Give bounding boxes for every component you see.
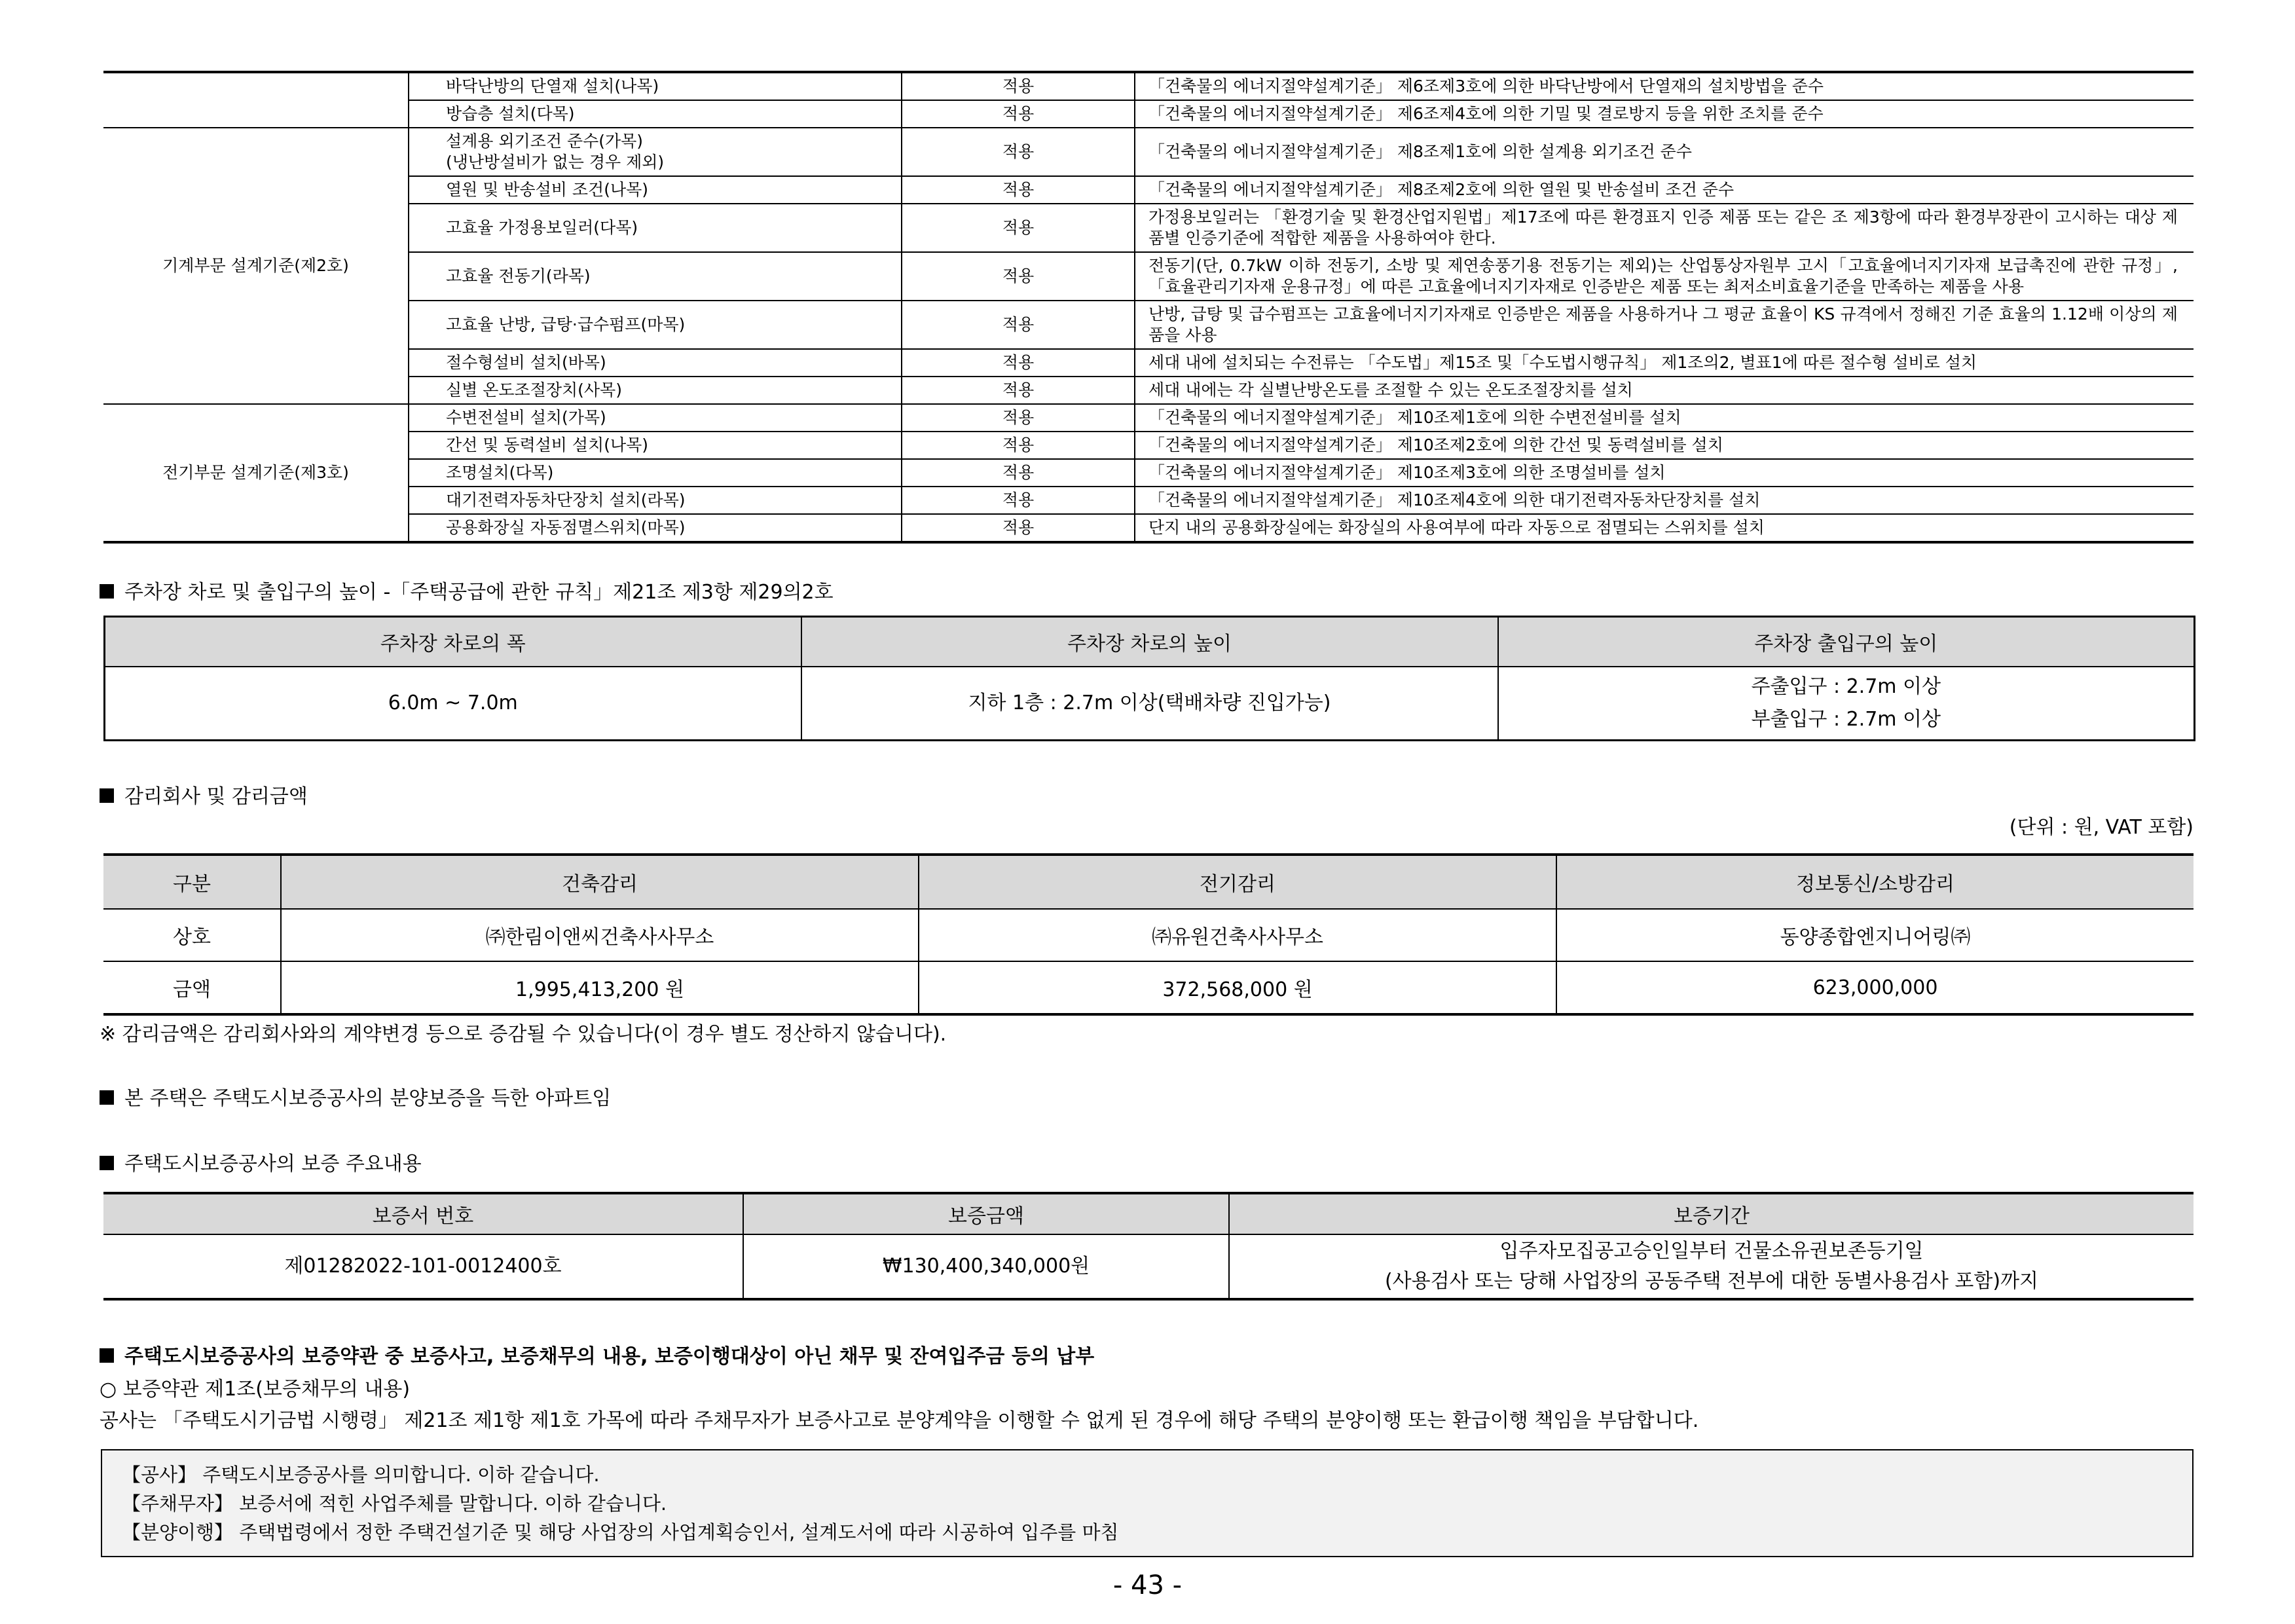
guarantee-number: 제01282022-101-0012400호 [103, 1234, 743, 1299]
supervision-table [103, 853, 2194, 1016]
table-cell: 동양종합엔지니어링㈜ [1556, 909, 2194, 961]
parking-width-value: 6.0m ~ 7.0m [105, 667, 801, 741]
supervision-header: 정보통신/소방감리 [1556, 855, 2194, 909]
criteria-item: 고효율 가정용보일러(다목) [409, 204, 902, 252]
definition-line: 【주채무자】 보증서에 적힌 사업주체를 말합니다. 이하 같습니다. [122, 1492, 667, 1515]
parking-header-width: 주차장 차로의 폭 [105, 617, 801, 667]
table-row [103, 176, 2194, 204]
criteria-description: 세대 내에 설치되는 수전류는 「수도법」제15조 및「수도법시행규칙」 제1조의2, 별표1에 따른 절수형 설비로 설치 [1135, 349, 2194, 377]
parking-heading: 주차장 차로 및 출입구의 높이 -「주택공급에 관한 규칙」제21조 제3항 제29의2호 [100, 580, 834, 606]
criteria-item: 설계용 외기조건 준수(가목) (냉난방설비가 없는 경우 제외) [409, 128, 902, 176]
supervision-header: 건축감리 [281, 855, 919, 909]
table-cell: 금액 [103, 961, 281, 1014]
table-cell: ㈜한림이앤씨건축사사무소 [281, 909, 919, 961]
table-row [103, 128, 2194, 176]
criteria-description: 「건축물의 에너지절약설계기준」 제6조제4호에 의한 기밀 및 결로방지 등을 위한 조치를 준수 [1135, 100, 2194, 128]
table-row [103, 100, 2194, 128]
hug-notice: 본 주택은 주택도시보증공사의 분양보증을 득한 아파트임 [100, 1086, 611, 1112]
criteria-description: 「건축물의 에너지절약설계기준」 제10조제3호에 의한 조명설비를 설치 [1135, 459, 2194, 487]
applied-status: 적용 [902, 100, 1135, 128]
table-row [103, 961, 2194, 1014]
criteria-description: 「건축물의 에너지절약설계기준」 제10조제2호에 의한 간선 및 동력설비를 설치 [1135, 432, 2194, 459]
guarantee-heading: 주택도시보증공사의 보증 주요내용 [100, 1151, 422, 1177]
table-row [103, 377, 2194, 404]
table-cell: 상호 [103, 909, 281, 961]
guarantee-period-line: (사용검사 또는 당해 사업장의 공동주택 전부에 대한 동별사용검사 포함)까지 [1384, 1270, 2039, 1293]
table-row [103, 204, 2194, 252]
criteria-description: 전동기(단, 0.7kW 이하 전동기, 소방 및 제연송풍기용 전동기는 제외)는 산업통상자원부 고시「고효율에너지기자재 보급촉진에 관한 규정」,「효율관리기자재 운용규정」에 따른 고효율에너지기자재로 인증받은 제품 또는 최저소비효율기준을 만족하는 제품을 사용 [1135, 252, 2194, 301]
parking-header-height: 주차장 차로의 높이 [801, 617, 1498, 667]
criteria-description: 「건축물의 에너지절약설계기준」 제10조제1호에 의한 수변전설비를 설치 [1135, 404, 2194, 432]
criteria-description: 세대 내에는 각 실별난방온도를 조절할 수 있는 온도조절장치를 설치 [1135, 377, 2194, 404]
applied-status: 적용 [902, 252, 1135, 301]
definitions-box [101, 1449, 2194, 1557]
criteria-description: 가정용보일러는 「환경기술 및 환경산업지원법」제17조에 따른 환경표지 인증 제품 또는 같은 조 제3항에 따라 환경부장관이 고시하는 대상 제품별 인증기준에 적합한 제품을 사용하여야 한다. [1135, 204, 2194, 252]
guarantee-amount: ₩130,400,340,000원 [743, 1234, 1229, 1299]
terms-subheading: ○ 보증약관 제1조(보증채무의 내용) [100, 1378, 411, 1401]
criteria-item: 방습층 설치(다목) [409, 100, 902, 128]
criteria-item: 대기전력자동차단장치 설치(라목) [409, 487, 902, 514]
criteria-item: 실별 온도조절장치(사목) [409, 377, 902, 404]
sub-entrance-height: 부출입구 : 2.7m 이상 [1751, 708, 1941, 731]
table-cell: 372,568,000 원 [919, 961, 1556, 1014]
supervision-heading: 감리회사 및 감리금액 [100, 784, 308, 810]
energy-design-criteria-table [103, 71, 2194, 544]
guarantee-table [103, 1192, 2194, 1301]
criteria-item: 절수형설비 설치(바목) [409, 349, 902, 377]
main-entrance-height: 주출입구 : 2.7m 이상 [1751, 675, 1941, 698]
guarantee-header: 보증기간 [1229, 1193, 2194, 1234]
criteria-description: 난방, 급탕 및 급수펌프는 고효율에너지기자재로 인증받은 제품을 사용하거나 그 평균 효율이 KS 규격에서 정해진 기준 효율의 1.12배 이상의 제품을 사용 [1135, 301, 2194, 349]
square-bullet-icon [100, 584, 114, 599]
table-row [103, 72, 2194, 100]
criteria-description: 「건축물의 에너지절약설계기준」 제6조제3호에 의한 바닥난방에서 단열재의 설치방법을 준수 [1135, 72, 2194, 100]
criteria-item: 바닥난방의 단열재 설치(나목) [409, 72, 902, 100]
table-row [103, 487, 2194, 514]
square-bullet-icon [100, 788, 114, 803]
parking-height-value: 지하 1층 : 2.7m 이상(택배차량 진입가능) [801, 667, 1498, 741]
criteria-description: 「건축물의 에너지절약설계기준」 제8조제2호에 의한 열원 및 반송설비 조건 준수 [1135, 176, 2194, 204]
definition-line: 【공사】 주택도시보증공사를 의미합니다. 이하 같습니다. [122, 1464, 600, 1486]
square-bullet-icon [100, 1348, 114, 1363]
applied-status: 적용 [902, 128, 1135, 176]
table-cell: ㈜유원건축사사무소 [919, 909, 1556, 961]
table-row [103, 252, 2194, 301]
guarantee-header: 보증서 번호 [103, 1193, 743, 1234]
criteria-category: 기계부문 설계기준(제2호) [103, 128, 409, 404]
guarantee-header: 보증금액 [743, 1193, 1229, 1234]
criteria-description: 「건축물의 에너지절약설계기준」 제8조제1호에 의한 설계용 외기조건 준수 [1135, 128, 2194, 176]
criteria-description: 「건축물의 에너지절약설계기준」 제10조제4호에 의한 대기전력자동차단장치를 설치 [1135, 487, 2194, 514]
supervision-header: 구분 [103, 855, 281, 909]
criteria-description: 단지 내의 공용화장실에는 화장실의 사용여부에 따라 자동으로 점멸되는 스위치를 설치 [1135, 514, 2194, 542]
applied-status: 적용 [902, 204, 1135, 252]
applied-status: 적용 [902, 459, 1135, 487]
parking-table [103, 616, 2195, 741]
terms-heading: 주택도시보증공사의 보증약관 중 보증사고, 보증채무의 내용, 보증이행대상이 아닌 채무 및 잔여입주금 등의 납부 [100, 1344, 1094, 1370]
table-row [103, 404, 2194, 432]
table-row [103, 349, 2194, 377]
criteria-category: 전기부문 설계기준(제3호) [103, 404, 409, 542]
square-bullet-icon [100, 1090, 114, 1105]
applied-status: 적용 [902, 514, 1135, 542]
parking-header-entrance: 주차장 출입구의 높이 [1498, 617, 2195, 667]
applied-status: 적용 [902, 176, 1135, 204]
applied-status: 적용 [902, 487, 1135, 514]
table-row [103, 301, 2194, 349]
guarantee-period-line: 입주자모집공고승인일부터 건물소유권보존등기일 [1499, 1240, 1924, 1263]
criteria-item: 고효율 난방, 급탕·급수펌프(마목) [409, 301, 902, 349]
guarantee-period [1229, 1234, 2194, 1299]
applied-status: 적용 [902, 377, 1135, 404]
supervision-note: ※ 감리금액은 감리회사와의 계약변경 등으로 증감될 수 있습니다(이 경우 별도 정산하지 않습니다). [100, 1023, 947, 1046]
criteria-item: 조명설치(다목) [409, 459, 902, 487]
criteria-category [103, 72, 409, 128]
definition-line: 【분양이행】 주택법령에서 정한 주택건설기준 및 해당 사업장의 사업계획승인서, 설계도서에 따라 시공하여 입주를 마침 [122, 1521, 1119, 1543]
supervision-header: 전기감리 [919, 855, 1556, 909]
applied-status: 적용 [902, 404, 1135, 432]
applied-status: 적용 [902, 301, 1135, 349]
applied-status: 적용 [902, 349, 1135, 377]
table-row [103, 432, 2194, 459]
criteria-item: 공용화장실 자동점멸스위치(마목) [409, 514, 902, 542]
criteria-item: 열원 및 반송설비 조건(나목) [409, 176, 902, 204]
criteria-item: 고효율 전동기(라목) [409, 252, 902, 301]
page-number: - 43 - [1112, 1570, 1183, 1600]
parking-entrance-value [1498, 667, 2195, 741]
table-cell: 623,000,000 [1556, 961, 2194, 1014]
table-row [103, 459, 2194, 487]
terms-body: 공사는 「주택도시기금법 시행령」 제21조 제1항 제1호 가목에 따라 주채무자가 보증사고로 분양계약을 이행할 수 없게 된 경우에 해당 주택의 분양이행 또는 환급이행 책임을 부담합니다. [100, 1409, 1699, 1432]
table-row [103, 514, 2194, 542]
applied-status: 적용 [902, 432, 1135, 459]
applied-status: 적용 [902, 72, 1135, 100]
criteria-item: 간선 및 동력설비 설치(나목) [409, 432, 902, 459]
square-bullet-icon [100, 1156, 114, 1170]
criteria-item: 수변전설비 설치(가목) [409, 404, 902, 432]
table-cell: 1,995,413,200 원 [281, 961, 919, 1014]
unit-note: (단위 : 원, VAT 포함) [2009, 816, 2194, 839]
table-row [103, 909, 2194, 961]
